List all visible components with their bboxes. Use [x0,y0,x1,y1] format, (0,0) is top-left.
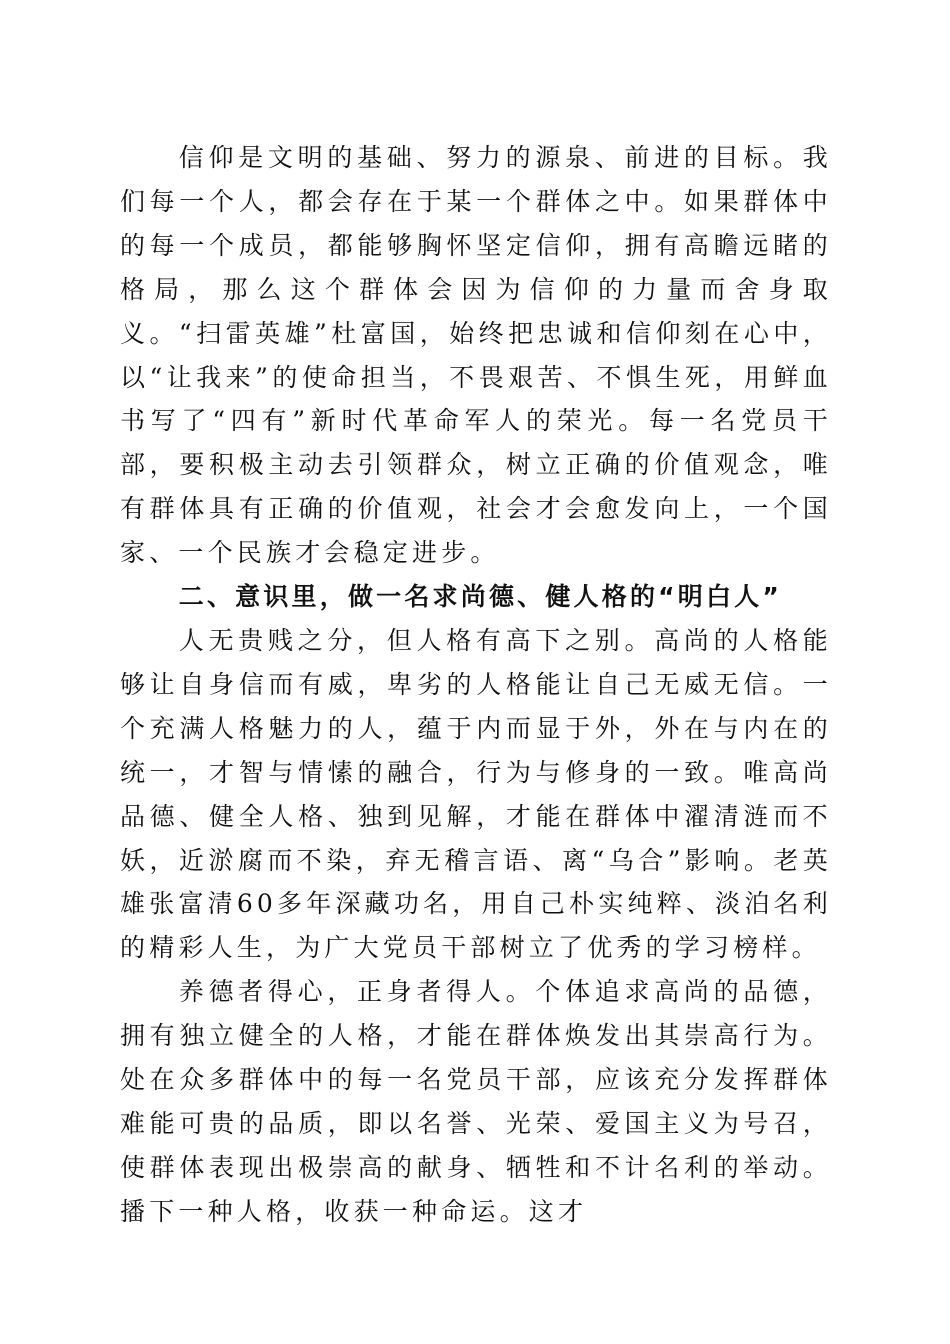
document-body [120,136,832,1234]
paragraph-faith: 信仰是文明的基础、努力的源泉、前进的目标。我们每一个人，都会存在于某一个群体之中。如果群体中的每一个成员，都能够胸怀坚定信仰，拥有高瞻远睹的格局，那么这个群体会因为信仰的力量而舍身取义。“扫雷英雄”杜富国，始终把忠诚和信仰刻在心中，以“让我来”的使命担当，不畏艰苦、不惧生死，用鲜血书写了“四有”新时代革命军人的荣光。每一名党员干部，要积极主动去引领群众，树立正确的价值观念，唯有群体具有正确的价值观，社会才会愈发向上，一个国家、一个民族才会稳定进步。 [120,143,832,568]
paragraph-personality: 人无贵贱之分，但人格有高下之别。高尚的人格能够让自身信而有威，卑劣的人格能让自己无威无信。一个充满人格魅力的人，蕴于内而显于外，外在与内在的统一，才智与情愫的融合，行为与修身的一致。唯高尚品德、健全人格、独到见解，才能在群体中濯清涟而不妖，近淤腐而不染，弃无稽言语、离“乌合”影响。老英雄张富清60多年深藏功名，用自己朴实纯粹、淡泊名利的精彩人生，为广大党员干部树立了优秀的学习榜样。 [120,625,832,963]
section-heading-2: 二、意识里，做一名求尚德、健人格的“明白人” [178,582,783,612]
paragraph-virtue: 养德者得心，正身者得人。个体追求高尚的品德，拥有独立健全的人格，才能在群体焕发出其崇高行为。处在众多群体中的每一名党员干部，应该充分发挥群体难能可贵的品质，即以名誉、光荣、爱国主义为号召，使群体表现出极崇高的献身、牺牲和不计名利的举动。播下一种人格，收获一种命运。这才 [120,977,832,1226]
